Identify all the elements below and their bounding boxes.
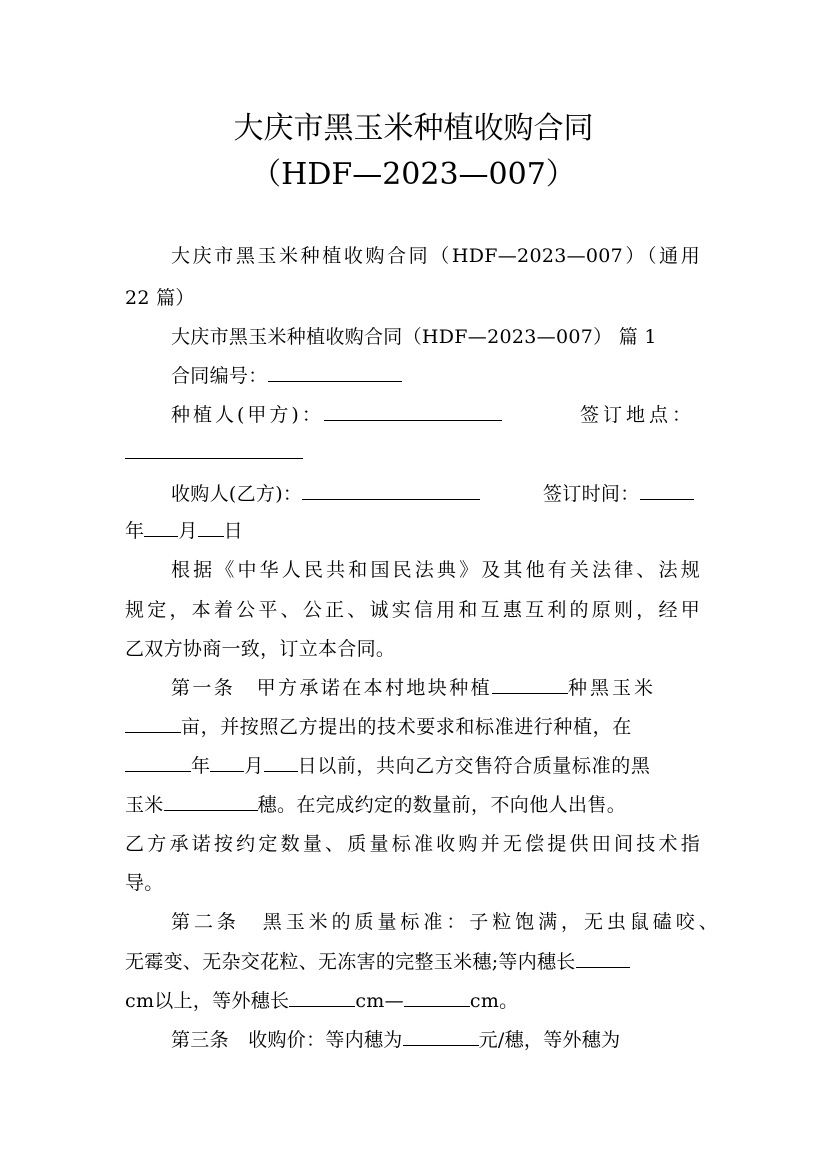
intro-line-2: 22 篇） xyxy=(125,287,195,309)
article1-line-2 xyxy=(125,712,632,739)
offgrade-max-blank[interactable] xyxy=(404,988,470,1007)
article3-line-1 xyxy=(171,1025,620,1052)
plot-blank[interactable] xyxy=(492,675,568,694)
article3-text-b: 元/穗，等外穗为 xyxy=(478,1029,621,1051)
article2-text-a: 无霉变、无杂交花粒、无冻害的完整玉米穗;等内穗长 xyxy=(125,951,576,973)
grade-length-blank[interactable] xyxy=(576,949,630,968)
article1-text-f: 穗。在完成约定的数量前，不向他人出售。 xyxy=(257,794,627,816)
article1-text-a: 第一条 甲方承诺在本村地块种植 xyxy=(171,677,493,699)
article2-text-b: cm以上，等外穗长 xyxy=(125,990,290,1012)
deadline-day-blank[interactable] xyxy=(264,753,298,772)
sign-time-row xyxy=(543,479,694,506)
document-title: 大庆市黑玉米种植收购合同 xyxy=(233,111,594,146)
acre-blank[interactable] xyxy=(125,714,181,733)
planter-label: 种植人(甲方)： xyxy=(171,404,324,426)
deadline-year-label: 年 xyxy=(191,755,211,777)
article1-line-4 xyxy=(125,790,626,817)
offgrade-min-blank[interactable] xyxy=(289,988,355,1007)
planter-row xyxy=(171,400,502,427)
article1-line-5: 乙方承诺按约定数量、质量标准收购并无偿提供田间技术指 xyxy=(125,833,700,855)
article3-text-a: 第三条 收购价：等内穗为 xyxy=(171,1029,403,1051)
article1-text-e: 玉米 xyxy=(125,794,164,816)
intro-line-1: 大庆市黑玉米种植收购合同（HDF—2023—007）（通用 xyxy=(171,245,700,267)
day-label: 日 xyxy=(223,520,243,542)
article2-line-2 xyxy=(125,947,630,974)
sign-place-blank[interactable] xyxy=(125,440,303,459)
sign-year-blank[interactable] xyxy=(640,481,694,500)
article1-line-1 xyxy=(171,673,656,700)
deadline-year-blank[interactable] xyxy=(125,753,191,772)
year-label: 年 xyxy=(125,520,145,542)
ear-count-blank[interactable] xyxy=(164,792,258,811)
para1-line-1: 根据《中华人民共和国民法典》及其他有关法律、法规 xyxy=(171,559,700,581)
contract-number-label: 合同编号： xyxy=(171,365,268,387)
contract-number-row xyxy=(171,361,402,388)
sign-month-blank[interactable] xyxy=(144,518,178,537)
sign-place-row xyxy=(125,440,303,464)
article2-line-3 xyxy=(125,986,518,1013)
contract-number-blank[interactable] xyxy=(268,363,402,382)
buyer-label: 收购人(乙方)： xyxy=(171,483,303,505)
article1-line-6: 导。 xyxy=(125,872,164,894)
article1-line-3 xyxy=(125,751,650,778)
price-blank[interactable] xyxy=(403,1027,479,1046)
article2-text-d: cm。 xyxy=(469,990,519,1012)
section-heading: 大庆市黑玉米种植收购合同（HDF—2023—007） 篇 1 xyxy=(171,326,657,348)
buyer-blank[interactable] xyxy=(302,481,480,500)
para1-line-2: 规定，本着公平、公正、诚实信用和互惠互利的原则，经甲 xyxy=(125,599,700,621)
sign-date-row xyxy=(125,516,243,543)
article1-text-b: 种黑玉米 xyxy=(568,677,657,699)
para1-line-3: 乙双方协商一致，订立本合同。 xyxy=(125,638,396,660)
sign-place-label: 签订地点： xyxy=(580,404,696,426)
sign-time-label: 签订时间： xyxy=(543,483,640,505)
planter-blank[interactable] xyxy=(324,402,502,421)
sign-day-blank[interactable] xyxy=(198,518,224,537)
article2-line-1: 第二条 黑玉米的质量标准：子粒饱满，无虫鼠磕咬、 xyxy=(171,911,718,933)
article1-text-d: 日以前，共向乙方交售符合质量标准的黑 xyxy=(297,755,651,777)
article1-text-c: 亩，并按照乙方提出的技术要求和标准进行种植，在 xyxy=(181,716,632,738)
buyer-row xyxy=(171,479,480,506)
deadline-month-label: 月 xyxy=(244,755,264,777)
deadline-month-blank[interactable] xyxy=(210,753,244,772)
article2-text-c: cm— xyxy=(355,990,404,1012)
document-code: （HDF—2023—007） xyxy=(251,157,576,192)
month-label: 月 xyxy=(178,520,198,542)
